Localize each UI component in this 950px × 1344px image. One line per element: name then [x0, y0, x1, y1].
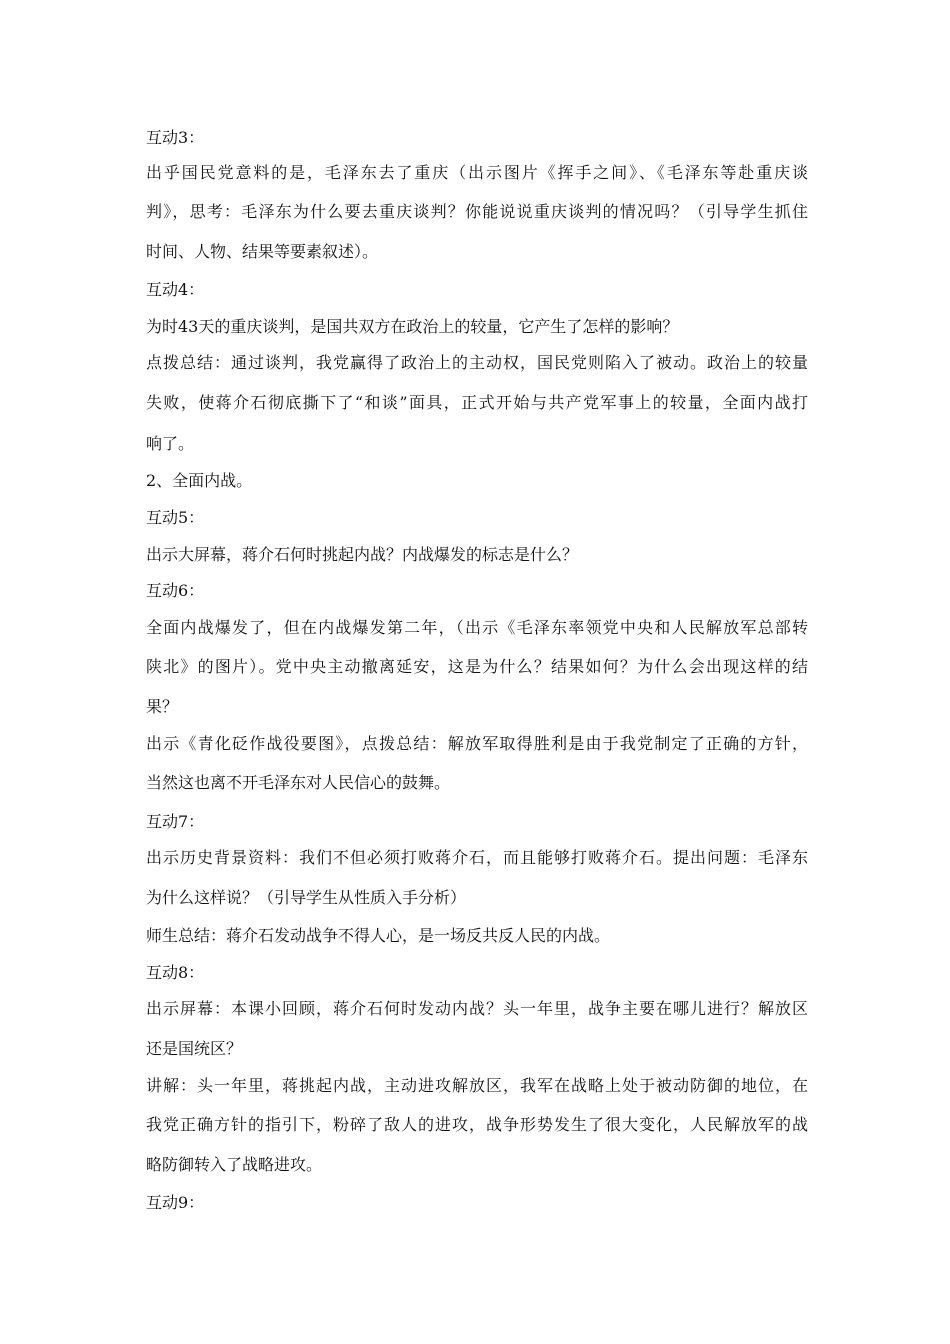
paragraph-line: 我党正确方针的指引下，粉碎了敌人的进攻，战争形势发生了很大变化，人民解放军的战 [146, 1115, 808, 1134]
paragraph-line: 为什么这样说？（引导学生从性质入手分析） [146, 888, 467, 907]
heading-interaction-8: 互动8： [146, 963, 205, 982]
section-heading: 2、全面内战。 [146, 471, 253, 490]
paragraph-line: 讲解：头一年里，蒋挑起内战，主动进攻解放区，我军在战略上处于被动防御的地位，在 [146, 1076, 808, 1095]
paragraph-line: 还是国统区？ [146, 1039, 243, 1058]
heading-interaction-9: 互动9： [146, 1193, 205, 1212]
heading-interaction-3: 互动3： [146, 128, 205, 147]
paragraph-line: 失败，使蒋介石彻底撕下了“和谈”面具，正式开始与共产党军事上的较量，全面内战打 [146, 393, 808, 412]
paragraph-line: 出示大屏幕，蒋介石何时挑起内战？内战爆发的标志是什么？ [146, 545, 579, 564]
paragraph-line: 出乎国民党意料的是，毛泽东去了重庆（出示图片《挥手之间》、《毛泽东等赴重庆谈 [146, 163, 808, 182]
paragraph-line: 为时43天的重庆谈判，是国共双方在政治上的较量，它产生了怎样的影响？ [146, 317, 679, 336]
paragraph-line: 出示屏幕：本课小回顾，蒋介石何时发动内战？头一年里，战争主要在哪儿进行？解放区 [146, 999, 808, 1018]
paragraph-line: 点拨总结：通过谈判，我党赢得了政治上的主动权，国民党则陷入了被动。政治上的较量 [146, 353, 808, 372]
heading-interaction-4: 互动4： [146, 280, 205, 299]
paragraph-line: 全面内战爆发了，但在内战爆发第二年，（出示《毛泽东率领党中央和人民解放军总部转 [146, 618, 808, 637]
paragraph-line: 出示历史背景资料：我们不但必须打败蒋介石，而且能够打败蒋介石。提出问题：毛泽东 [146, 848, 808, 867]
paragraph-line: 当然这也离不开毛泽东对人民信心的鼓舞。 [146, 773, 451, 792]
paragraph-line: 时间、人物、结果等要素叙述）。 [146, 242, 379, 261]
paragraph-line: 师生总结：蒋介石发动战争不得人心，是一场反共反人民的内战。 [146, 926, 611, 945]
paragraph-line: 出示《青化砭作战役要图》，点拨总结：解放军取得胜利是由于我党制定了正确的方针， [146, 734, 808, 753]
paragraph-line: 果？ [146, 697, 179, 716]
paragraph-line: 判》，思考：毛泽东为什么要去重庆谈判？你能说说重庆谈判的情况吗？（引导学生抓住 [146, 202, 808, 221]
heading-interaction-7: 互动7： [146, 812, 205, 831]
paragraph-line: 响了。 [146, 434, 195, 453]
paragraph-line: 略防御转入了战略进攻。 [146, 1155, 323, 1174]
paragraph-line: 陕北》的图片）。党中央主动撤离延安，这是为什么？结果如何？为什么会出现这样的结 [146, 657, 808, 676]
heading-interaction-6: 互动6： [146, 581, 205, 600]
heading-interaction-5: 互动5： [146, 508, 205, 527]
